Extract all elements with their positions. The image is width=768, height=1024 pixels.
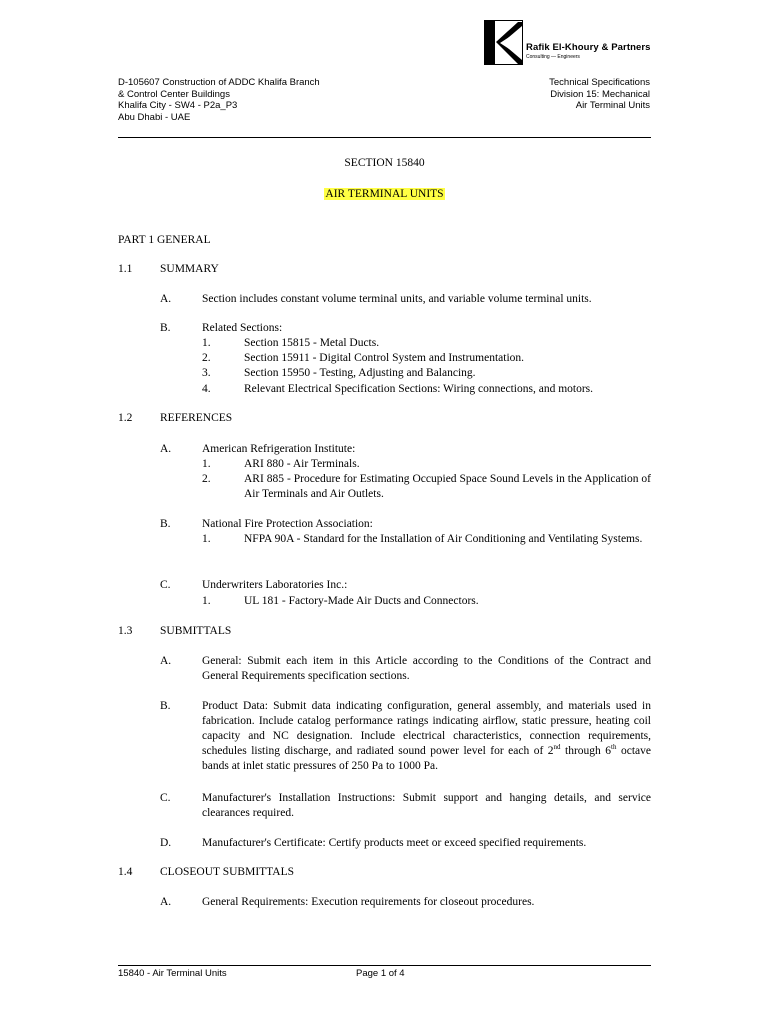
- spec-info: [549, 77, 650, 112]
- company-name: Rafik El-Khoury & Partners: [526, 42, 651, 53]
- article-title: CLOSEOUT SUBMITTALS: [160, 866, 295, 878]
- paragraph-letter: B.: [160, 700, 171, 712]
- footer-divider: [118, 965, 651, 966]
- paragraph-letter: A.: [160, 443, 172, 455]
- paragraph-letter: B.: [160, 322, 171, 334]
- item-text: Section 15950 - Testing, Adjusting and Balancing.: [244, 367, 476, 379]
- article-title: REFERENCES: [160, 412, 233, 424]
- paragraph-text: Related Sections:: [202, 322, 283, 334]
- section-title-wrap: [118, 187, 651, 202]
- item-text: NFPA 90A - Standard for the Installation of Air Conditioning and Ventilating Systems.: [244, 533, 643, 545]
- item-number: 1.: [202, 533, 211, 545]
- article-number: 1.4: [118, 866, 133, 878]
- item-number: 1.: [202, 595, 211, 607]
- item-text: UL 181 - Factory-Made Air Ducts and Connectors.: [244, 595, 479, 607]
- item-number: 1.: [202, 337, 211, 349]
- logo-text: [526, 42, 651, 60]
- company-tagline: Consulting — Engineers: [526, 54, 580, 60]
- paragraph-text: General Requirements: Execution requirements for closeout procedures.: [202, 896, 535, 908]
- article-number: 1.2: [118, 412, 133, 424]
- item-text: Relevant Electrical Specification Sections: Wiring connections, and motors.: [244, 383, 594, 395]
- spec-line-3: Air Terminal Units: [575, 100, 650, 111]
- article-number: 1.3: [118, 625, 133, 637]
- paragraph-text: Underwriters Laboratories Inc.:: [202, 579, 348, 591]
- project-line-3: Khalifa City - SW4 - P2a_P3: [118, 100, 238, 111]
- paragraph-text: American Refrigeration Institute:: [202, 443, 356, 455]
- item-number: 1.: [202, 458, 211, 470]
- header-divider: [118, 137, 651, 138]
- ordinal-superscript: th: [611, 743, 617, 752]
- paragraph-text: General: Submit each item in this Article according to the Conditions of the Contract and General Requirements specification sections.: [202, 655, 651, 682]
- product-data-text-3: octave bands at inlet static pressures of 250 Pa to 1000 Pa.: [202, 745, 651, 772]
- article-title: SUMMARY: [160, 263, 219, 275]
- footer-section: 15840 - Air Terminal Units: [118, 968, 227, 979]
- paragraph-letter: D.: [160, 837, 172, 849]
- ordinal-superscript: nd: [553, 743, 561, 752]
- item-number: 4.: [202, 383, 211, 395]
- project-line-2: & Control Center Buildings: [118, 88, 230, 100]
- item-text: ARI 880 - Air Terminals.: [244, 458, 360, 470]
- product-data-text-1: Product Data: Submit data indicating configuration, general assembly, and materials used in fabrication. Include catalog performance ratings indicating airflow, static pressure, heating coil capacity and NC designation. Include electrical characteristics, connection requirements, schedules listing discharge, and radiated sound power level for each of 2: [202, 700, 651, 757]
- page-number: Page 1 of 4: [356, 968, 405, 979]
- section-title: AIR TERMINAL UNITS: [325, 188, 444, 200]
- paragraph-text: National Fire Protection Association:: [202, 518, 373, 530]
- paragraph-letter: C.: [160, 792, 171, 804]
- spec-line-2: Division 15: Mechanical: [550, 88, 650, 100]
- product-data-text-2: through 6: [560, 745, 612, 757]
- paragraph-text: Manufacturer's Installation Instructions: Submit support and hanging details, and service clearances required.: [202, 792, 651, 819]
- paragraph-text: [202, 699, 651, 774]
- item-text: Section 15911 - Digital Control System and Instrumentation.: [244, 352, 525, 364]
- paragraph-letter: C.: [160, 579, 171, 591]
- paragraph-letter: A.: [160, 293, 172, 305]
- project-line-4: Abu Dhabi - UAE: [118, 111, 191, 123]
- item-number: 2.: [202, 352, 211, 364]
- item-number: 2.: [202, 473, 211, 485]
- article-title: SUBMITTALS: [160, 625, 232, 637]
- section-number: SECTION 15840: [344, 157, 425, 169]
- paragraph-text: Section includes constant volume terminal units, and variable volume terminal units.: [202, 293, 592, 305]
- project-info: [118, 77, 320, 123]
- part-heading: PART 1 GENERAL: [118, 234, 211, 246]
- item-text: ARI 885 - Procedure for Estimating Occupied Space Sound Levels in the Application of Air Terminals and Air Outlets.: [244, 473, 651, 500]
- paragraph-letter: A.: [160, 655, 172, 667]
- item-text: Section 15815 - Metal Ducts.: [244, 337, 380, 349]
- article-number: 1.1: [118, 263, 133, 275]
- item-number: 3.: [202, 367, 211, 379]
- paragraph-text: Manufacturer's Certificate: Certify products meet or exceed specified requirements.: [202, 837, 587, 849]
- project-line-1: D-105607 Construction of ADDC Khalifa Branch: [118, 77, 320, 88]
- paragraph-letter: B.: [160, 518, 171, 530]
- spec-line-1: Technical Specifications: [549, 77, 650, 88]
- paragraph-letter: A.: [160, 896, 172, 908]
